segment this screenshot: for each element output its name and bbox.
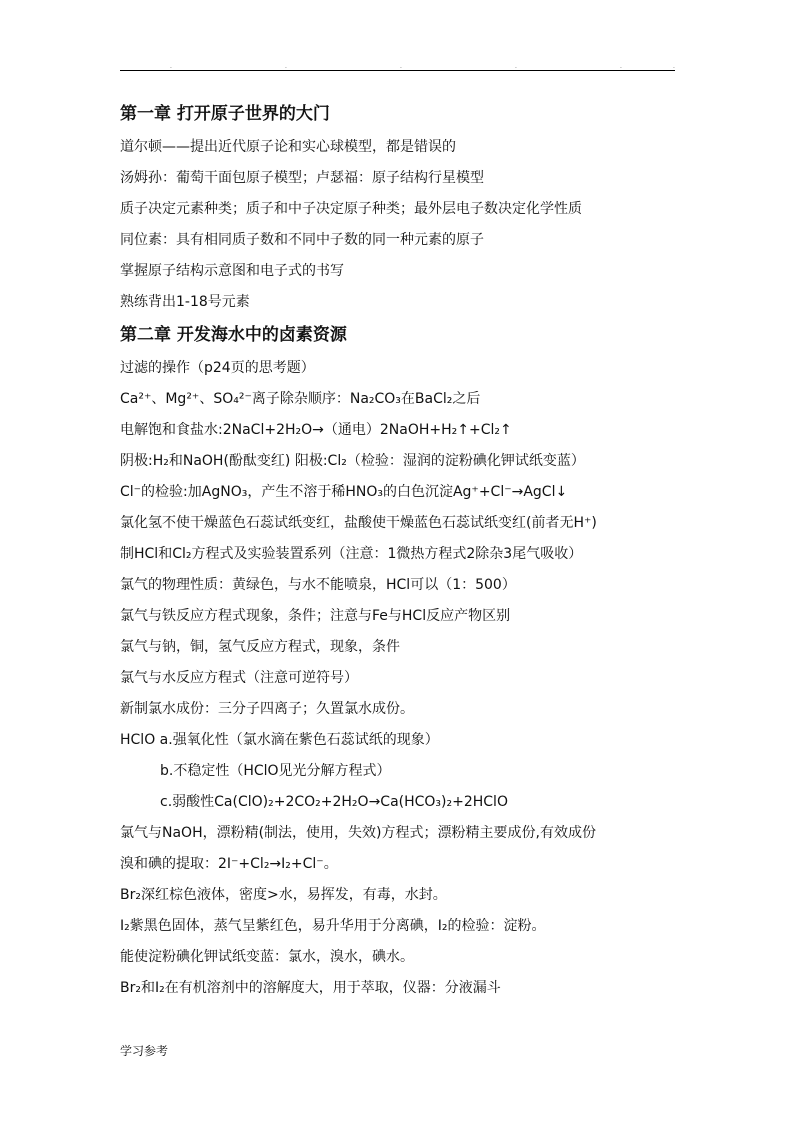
text-line: 电解饱和食盐水:2NaCl+2H₂O→（通电）2NaOH+H₂↑+Cl₂↑ [120, 422, 512, 438]
text-line: 过滤的操作（p24页的思考题） [120, 360, 315, 376]
header-dot: . [620, 63, 622, 70]
text-line: Cl⁻的检验:加AgNO₃，产生不溶于稀HNO₃的白色沉淀Ag⁺+Cl⁻→AgCl↓ [120, 484, 568, 500]
text-line: Ca²⁺、Mg²⁺、SO₄²⁻离子除杂顺序：Na₂CO₃在BaCl₂之后 [120, 391, 481, 407]
chapter-heading: 第二章 开发海水中的卤素资源 [120, 325, 347, 345]
header-dot: . [170, 63, 172, 70]
text-line-indented: c.弱酸性Ca(ClO)₂+2CO₂+2H₂O→Ca(HCO₃)₂+2HClO [160, 794, 508, 810]
text-line: 氯气与水反应方程式（注意可逆符号） [120, 670, 358, 686]
text-line: 制HCl和Cl₂方程式及实验装置系列（注意：1微热方程式2除杂3尾气吸收） [120, 546, 583, 562]
text-line: 氯气与NaOH，漂粉精(制法，使用，失效)方程式；漂粉精主要成份,有效成份 [120, 825, 596, 841]
page-footer: 学习参考 [120, 1044, 169, 1058]
text-line: 同位素：具有相同质子数和不同中子数的同一种元素的原子 [120, 232, 484, 248]
text-line: HClO a.强氧化性（氯水滴在紫色石蕊试纸的现象） [120, 732, 439, 748]
header-dot: . [285, 63, 287, 70]
text-line-indented: b.不稳定性（HClO见光分解方程式） [160, 763, 391, 779]
text-line: 掌握原子结构示意图和电子式的书写 [120, 263, 344, 279]
text-line: 质子决定元素种类；质子和中子决定原子种类；最外层电子数决定化学性质 [120, 201, 582, 217]
text-line: 汤姆孙：葡萄干面包原子模型；卢瑟福：原子结构行星模型 [120, 170, 484, 186]
header-rule [120, 70, 675, 71]
text-line: 氯气的物理性质：黄绿色，与水不能喷泉，HCl可以（1：500） [120, 577, 516, 593]
text-line: 溴和碘的提取：2I⁻+Cl₂→I₂+Cl⁻。 [120, 856, 338, 872]
text-line: 熟练背出1-18号元素 [120, 294, 250, 310]
text-line: 道尔顿——提出近代原子论和实心球模型，都是错误的 [120, 139, 456, 155]
chapter-heading: 第一章 打开原子世界的大门 [120, 104, 330, 124]
text-line: 新制氯水成份：三分子四离子；久置氯水成份。 [120, 701, 414, 717]
text-line: 氯气与铁反应方程式现象，条件；注意与Fe与HCl反应产物区别 [120, 608, 511, 624]
header-dot: . [400, 63, 402, 70]
text-line: 氯化氢不使干燥蓝色石蕊试纸变红，盐酸使干燥蓝色石蕊试纸变红(前者无H⁺) [120, 515, 597, 531]
text-line: Br₂深红棕色液体，密度>水，易挥发，有毒，水封。 [120, 887, 447, 903]
text-line: 阴极:H₂和NaOH(酚酞变红) 阳极:Cl₂（检验：湿润的淀粉碘化钾试纸变蓝） [120, 453, 585, 469]
text-line: 氯气与钠，铜，氢气反应方程式，现象，条件 [120, 639, 400, 655]
document-body [120, 104, 680, 1011]
header-dot: . [673, 63, 675, 70]
text-line: I₂紫黑色固体，蒸气呈紫红色，易升华用于分离碘，I₂的检验：淀粉。 [120, 918, 546, 934]
text-line: Br₂和I₂在有机溶剂中的溶解度大，用于萃取，仪器：分液漏斗 [120, 980, 501, 996]
header-dot: . [515, 63, 517, 70]
text-line: 能使淀粉碘化钾试纸变蓝：氯水，溴水，碘水。 [120, 949, 414, 965]
